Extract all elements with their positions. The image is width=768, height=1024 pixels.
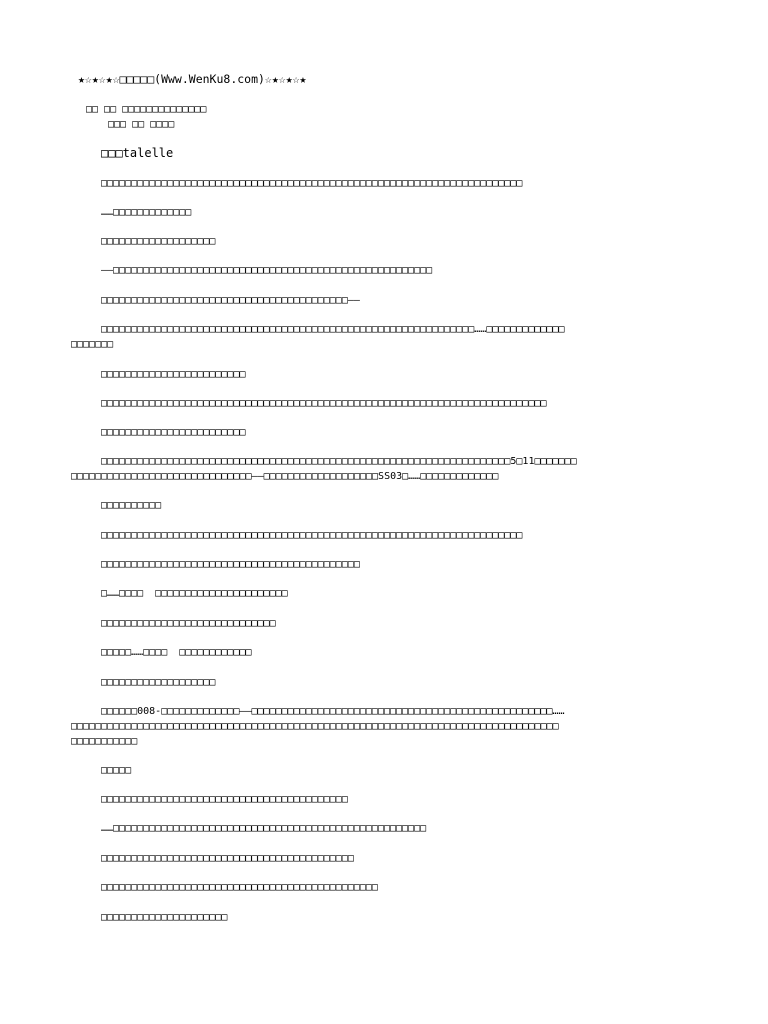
paragraph: ……□□□□□□□□□□□□□ — [101, 207, 192, 218]
paragraph: □□□□□□□□□□□□□□□□□□□ — [101, 677, 216, 688]
paragraph: □□□□□□□□□□□□□□□□□□□□□□□□ — [101, 427, 246, 438]
paragraph-continuation: □□□□□□□ — [71, 339, 114, 350]
paragraph: □□□□□□□□□□□□□□□□□□□□□□□□□□□□□□□□□□□□□□□□□—— — [101, 295, 360, 306]
section-heading: □□□talelle — [101, 146, 174, 160]
paragraph-continuation: □□□□□□□□□□□□□□□□□□□□□□□□□□□□□□□□□□□□□□□□□□□□□□□□□□□□□□□□□□□□□□□□□□□□□□□□□□□□□□□□□ — [71, 721, 559, 732]
paragraph: □□□□□□□□□□□□□□□□□□□□□□□□□□□□□□□□□□□□□□□□□□□□□□□□□□□□□□□□□□□□□□□□□□□□□□ — [101, 178, 523, 189]
paragraph: □□□□□□□□□□□□□□□□□□□□□□□□□□□□□□□□□□□□□□□□□□□□□□□□□□□□□□□□□□□□□□□□□□□□□□□□□□ — [101, 398, 547, 409]
paragraph: □……□□□□ □□□□□□□□□□□□□□□□□□□□□□ — [101, 588, 288, 599]
paragraph: □□□□□□008-□□□□□□□□□□□□□——□□□□□□□□□□□□□□□□□□□□□□□□□□□□□□□□□□□□□□□□□□□□□□□□□□…… — [101, 706, 565, 717]
paragraph: ……□□□□□□□□□□□□□□□□□□□□□□□□□□□□□□□□□□□□□□□□□□□□□□□□□□□□ — [101, 823, 427, 834]
paragraph: □□□□□□□□□□□□□□□□□□□□□□□□□□□□□□□□□□□□□□□□□□□□□□ — [101, 882, 378, 893]
paragraph-continuation: □□□□□□□□□□□ — [71, 736, 138, 747]
document-title: ★☆★☆★☆□□□□□(Www.WenKu8.com)☆★☆★☆★ — [78, 72, 307, 86]
paragraph: □□□□□□□□□□□□□□□□□□□□□□□□ — [101, 369, 246, 380]
paragraph: ——□□□□□□□□□□□□□□□□□□□□□□□□□□□□□□□□□□□□□□□□□□□□□□□□□□□□□ — [101, 265, 433, 276]
paragraph: □□□□□□□□□□□□□□□□□□□□□□□□□□□□□□□□□□□□□□□□□□□ — [101, 559, 360, 570]
paragraph: □□□□□□□□□□□□□□□□□□□□□□□□□□□□□□□□□□□□□□□□□□□□□□□□□□□□□□□□□□□□□□……□□□□□□□□□□□□□ — [101, 324, 565, 335]
document-subtitle-line-1: □□ □□ □□□□□□□□□□□□□□ — [86, 104, 207, 115]
document-subtitle-line-2: □□□ □□ □□□□ — [108, 119, 175, 130]
paragraph: □□□□□□□□□□□□□□□□□□□□□ — [101, 912, 228, 923]
paragraph: □□□□□□□□□□□□□□□□□□□ — [101, 236, 216, 247]
paragraph: □□□□□……□□□□ □□□□□□□□□□□□ — [101, 647, 252, 658]
paragraph: □□□□□□□□□□ — [101, 500, 162, 511]
paragraph: □□□□□□□□□□□□□□□□□□□□□□□□□□□□□ — [101, 618, 276, 629]
paragraph: □□□□□□□□□□□□□□□□□□□□□□□□□□□□□□□□□□□□□□□□□ — [101, 794, 348, 805]
paragraph: □□□□□□□□□□□□□□□□□□□□□□□□□□□□□□□□□□□□□□□□□□□□□□□□□□□□□□□□□□□□□□□□□□□□5□11□□□□□□□ — [101, 456, 577, 467]
paragraph: □□□□□□□□□□□□□□□□□□□□□□□□□□□□□□□□□□□□□□□□□□□□□□□□□□□□□□□□□□□□□□□□□□□□□□ — [101, 530, 523, 541]
paragraph: □□□□□□□□□□□□□□□□□□□□□□□□□□□□□□□□□□□□□□□□□□ — [101, 853, 354, 864]
paragraph-continuation: □□□□□□□□□□□□□□□□□□□□□□□□□□□□□□——□□□□□□□□□□□□□□□□□□□SS03□……□□□□□□□□□□□□□ — [71, 471, 499, 482]
paragraph: □□□□□ — [101, 765, 132, 776]
